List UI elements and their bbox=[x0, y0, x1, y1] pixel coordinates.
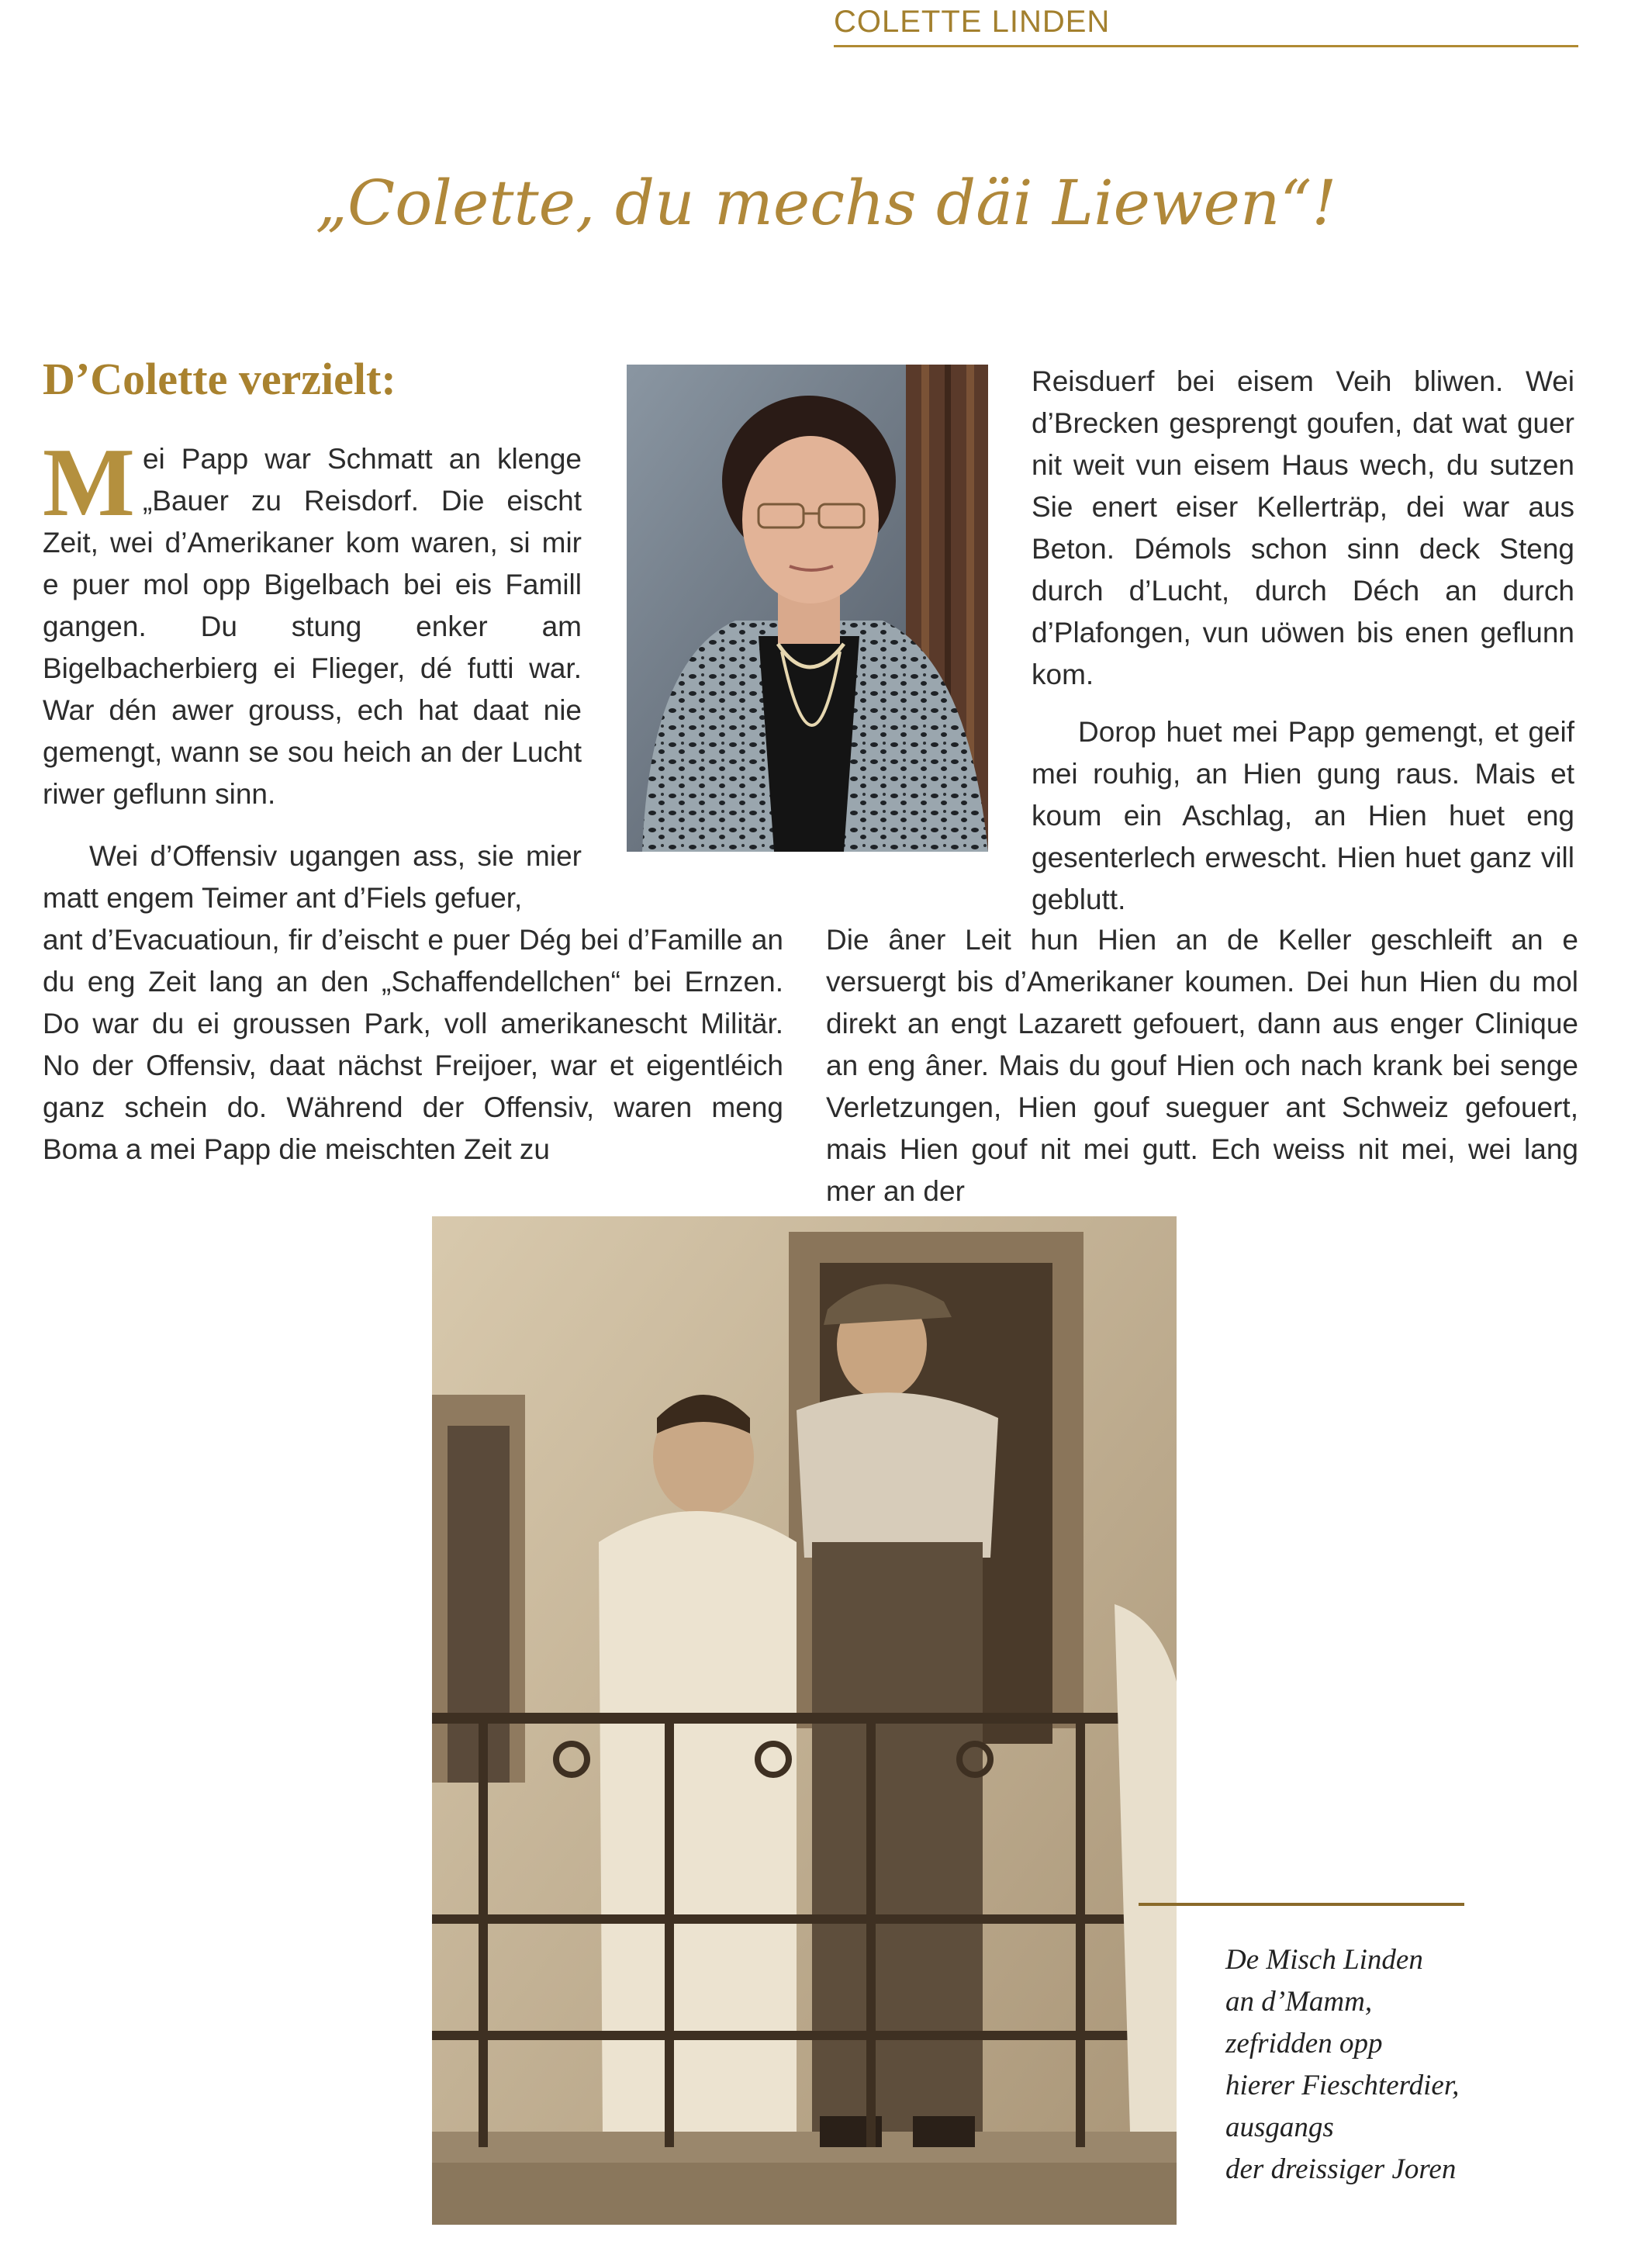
article-column-left-top bbox=[43, 429, 582, 815]
caption-line: der dreissiger Joren bbox=[1225, 2153, 1457, 2185]
section-heading: D’Colette verzielt: bbox=[43, 354, 396, 404]
caption-rule bbox=[1139, 1903, 1464, 1906]
historic-family-photo bbox=[432, 1216, 1177, 2225]
caption-line: zefridden opp bbox=[1225, 2028, 1383, 2060]
paragraph-1: ei Papp war Schmatt an klenge „Bauer zu Reisdorf. Die eischt Zeit, wei d’Amerikaner kom waren, si mir e puer mol opp Bigelbach bei eis Famill gangen. Du stung enker am Bigelbacherbierg ei Flieger, dé futti war. War dén awer grouss, ech hat daat nie gemengt, wann se sou heich an der Lucht riwer geflunn sinn. bbox=[43, 443, 582, 810]
paragraph-3: Reisduerf bei eisem Veih bliwen. Wei d’Brecken gesprengt goufen, dat wat guer nit weit vun eisem Haus wech, du sutzen Sie enert eiser Kellerträp, dei war aus Beton. Démols schon sinn deck Steng durch d’Lucht, durch Déch an durch d’Plafongen, vun uöwen bis enen geflunn kom. bbox=[1032, 365, 1574, 690]
header-label: COLETTE LINDEN bbox=[834, 5, 1111, 39]
paragraph-2-start: Wei d’Offensiv ugangen ass, sie mier matt engem Teimer ant d’Fiels gefuer, bbox=[43, 840, 582, 914]
portrait-photo bbox=[627, 365, 988, 852]
header-rule bbox=[834, 45, 1578, 47]
caption-line: an d’Mamm, bbox=[1225, 1986, 1373, 2018]
photo-caption bbox=[1225, 1939, 1505, 2191]
article-title: „Colette, du mechs däi Liewen“! bbox=[315, 167, 1337, 239]
caption-line: hierer Fieschterdier, bbox=[1225, 2070, 1460, 2101]
drop-cap: M bbox=[43, 429, 135, 537]
portrait-illustration bbox=[627, 365, 988, 852]
historic-photo-illustration bbox=[432, 1216, 1177, 2225]
paragraph-4-start: Dorop huet mei Papp gemengt, et geif mei rouhig, an Hien gung raus. Mais et koum ein Aschlag, an Hien huet eng gesenterlech erwescht. Hien huet ganz vill geblutt. bbox=[1032, 716, 1574, 915]
paragraph-2-continued: ant d’Evacuatioun, fir d’eischt e puer Dég bei d’Famille an du eng Zeit lang an den „Schaffendellchen“ bei Ernzen. Do war du ei groussen Park, voll amerikanescht Militär. No der Offensiv, daat nächst Freijoer, war et eigentléich ganz schein do. Während der Offensiv, waren meng Boma a mei Papp die meischten Zeit zu bbox=[43, 924, 783, 1165]
paragraph-4-continued: Die âner Leit hun Hien an de Keller geschleift an e versuergt bis d’Amerikaner koumen. Dei hun Hien du mol direkt an engt Lazarett gefouert, dann aus enger Clinique an eng âner. Mais du gouf Hien och nach krank bei senge Verletzungen, Hien gouf sueguer ant Schweiz gefouert, mais Hien gouf nit mei gutt. Ech weiss nit mei, wei lang mer an der bbox=[826, 924, 1578, 1207]
caption-line: ausgangs bbox=[1225, 2111, 1334, 2143]
caption-line: De Misch Linden bbox=[1225, 1944, 1423, 1976]
